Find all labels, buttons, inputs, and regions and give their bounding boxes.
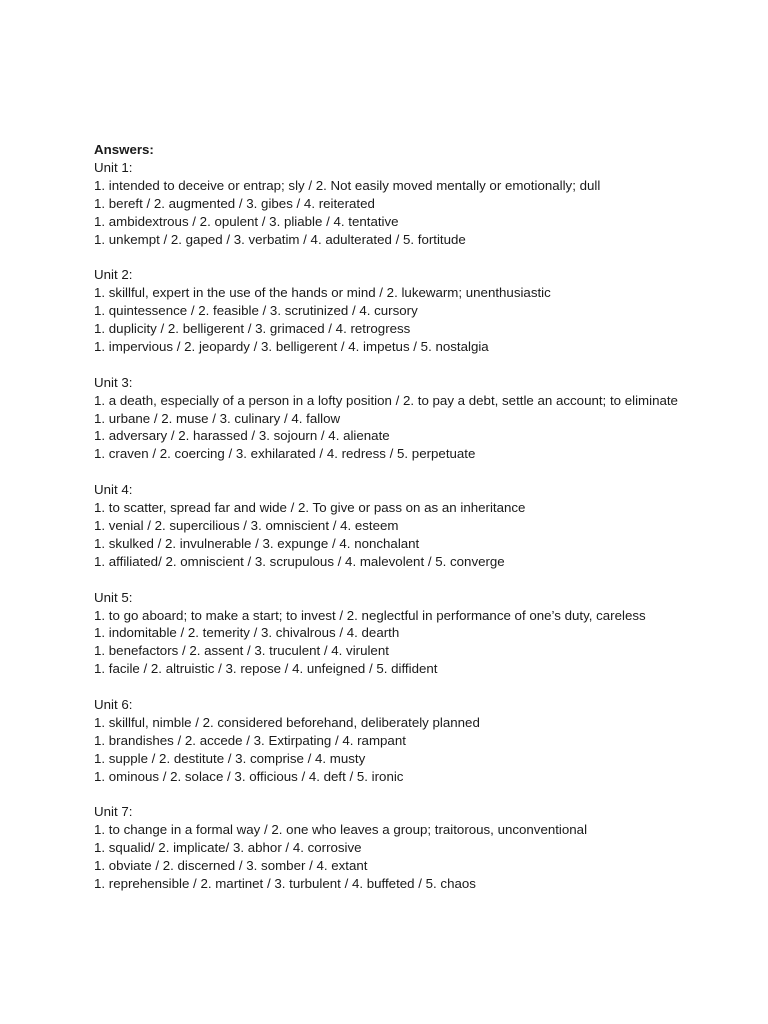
- answer-line: 1. to scatter, spread far and wide / 2. To give or pass on as an inheritance: [94, 500, 526, 516]
- answer-line: 1. indomitable / 2. temerity / 3. chivalrous / 4. dearth: [94, 625, 400, 641]
- unit-title: Unit 2:: [94, 267, 133, 283]
- answer-line: 1. affiliated/ 2. omniscient / 3. scrupulous / 4. malevolent / 5. converge: [94, 553, 505, 569]
- answer-line: 1. supple / 2. destitute / 3. comprise / 4. musty: [94, 750, 366, 766]
- answer-line: 1. duplicity / 2. belligerent / 3. grimaced / 4. retrogress: [94, 321, 411, 337]
- unit-title: Unit 7:: [94, 804, 133, 820]
- answer-line: 1. venial / 2. supercilious / 3. omniscient / 4. esteem: [94, 517, 399, 533]
- answer-line: 1. to change in a formal way / 2. one who leaves a group; traitorous, unconventional: [94, 822, 588, 838]
- answer-line: 1. skillful, nimble / 2. considered beforehand, deliberately planned: [94, 714, 480, 730]
- answer-line: 1. adversary / 2. harassed / 3. sojourn / 4. alienate: [94, 428, 390, 444]
- unit-title: Unit 1:: [94, 159, 133, 175]
- unit-title: Unit 3:: [94, 374, 133, 390]
- answer-line: 1. squalid/ 2. implicate/ 3. abhor / 4. corrosive: [94, 840, 362, 856]
- unit-section: [94, 696, 734, 786]
- unit-section: [94, 589, 734, 679]
- answer-line: 1. quintessence / 2. feasible / 3. scrutinized / 4. cursory: [94, 303, 418, 319]
- unit-section: [94, 803, 734, 893]
- unit-section: [94, 159, 734, 249]
- answer-line: 1. craven / 2. coercing / 3. exhilarated / 4. redress / 5. perpetuate: [94, 446, 476, 462]
- answers-heading: Answers:: [94, 142, 154, 157]
- answer-line: 1. impervious / 2. jeopardy / 3. belligerent / 4. impetus / 5. nostalgia: [94, 338, 489, 354]
- answer-line: 1. benefactors / 2. assent / 3. truculent / 4. virulent: [94, 643, 389, 659]
- answer-line: 1. urbane / 2. muse / 3. culinary / 4. fallow: [94, 410, 341, 426]
- answer-line: 1. intended to deceive or entrap; sly / 2. Not easily moved mentally or emotionally; dull: [94, 177, 601, 193]
- answer-line: 1. skulked / 2. invulnerable / 3. expunge / 4. nonchalant: [94, 535, 420, 551]
- unit-section: [94, 374, 734, 464]
- answer-line: 1. reprehensible / 2. martinet / 3. turbulent / 4. buffeted / 5. chaos: [94, 876, 476, 892]
- answer-line: 1. unkempt / 2. gaped / 3. verbatim / 4. adulterated / 5. fortitude: [94, 231, 466, 247]
- answer-line: 1. to go aboard; to make a start; to invest / 2. neglectful in performance of one’s duty, careless: [94, 607, 646, 623]
- answers-content: [94, 141, 734, 911]
- answer-line: 1. a death, especially of a person in a lofty position / 2. to pay a debt, settle an account; to eliminate: [94, 392, 678, 408]
- answer-line: 1. obviate / 2. discerned / 3. somber / 4. extant: [94, 858, 368, 874]
- answer-line: 1. ambidextrous / 2. opulent / 3. pliable / 4. tentative: [94, 213, 399, 229]
- answer-line: 1. ominous / 2. solace / 3. officious / 4. deft / 5. ironic: [94, 768, 404, 784]
- unit-title: Unit 5:: [94, 589, 133, 605]
- answer-line: 1. facile / 2. altruistic / 3. repose / 4. unfeigned / 5. diffident: [94, 661, 438, 677]
- unit-title: Unit 6:: [94, 697, 133, 713]
- answer-line: 1. brandishes / 2. accede / 3. Extirpating / 4. rampant: [94, 732, 406, 748]
- unit-section: [94, 266, 734, 356]
- answer-line: 1. bereft / 2. augmented / 3. gibes / 4. reiterated: [94, 195, 375, 211]
- unit-section: [94, 481, 734, 571]
- unit-title: Unit 4:: [94, 482, 133, 498]
- answer-line: 1. skillful, expert in the use of the hands or mind / 2. lukewarm; unenthusiastic: [94, 285, 551, 301]
